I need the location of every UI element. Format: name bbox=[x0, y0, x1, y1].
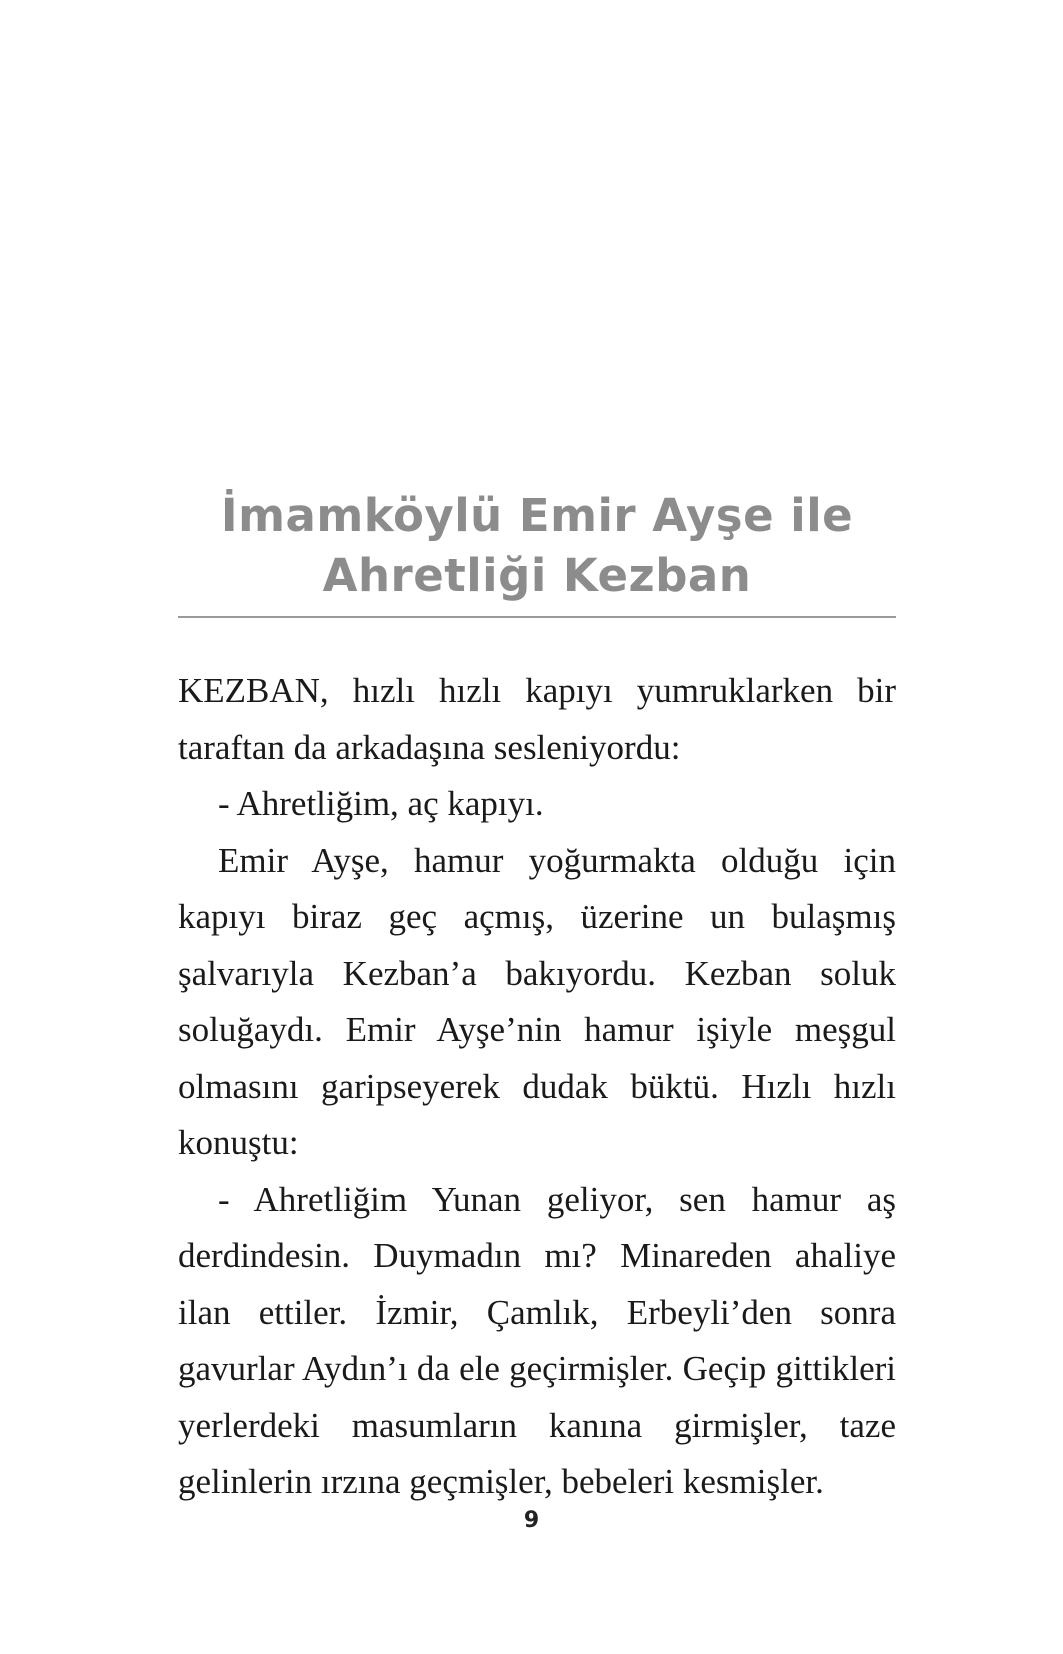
paragraph-dialogue: - Ahretliğim, aç kapıyı. bbox=[218, 784, 544, 823]
chapter-title bbox=[178, 486, 896, 606]
chapter-title-line-2: Ahretliği Kezban bbox=[322, 549, 752, 602]
page-number: 9 bbox=[523, 1508, 540, 1533]
chapter-body bbox=[178, 663, 896, 1511]
chapter-title-line-1: İmamköylü Emir Ayşe ile bbox=[220, 489, 854, 542]
paragraph-opening: KEZBAN, hızlı hızlı kapıyı yumruklarken bir taraftan da arkadaşına sesleniyordu: bbox=[178, 671, 896, 767]
paragraph-narration: Emir Ayşe, hamur yoğurmakta olduğu için kapıyı biraz geç açmış, üzerine un bulaşmış şalvarıyla Kezban’a bakıyordu. Kezban soluk soluğaydı. Emir Ayşe’nin hamur işiyle meşgul olmasını garipseyerek dudak büktü. Hızlı hızlı konuştu: bbox=[178, 840, 896, 1162]
title-divider bbox=[178, 616, 896, 618]
paragraph-dialogue: - Ahretliğim Yunan geliyor, sen hamur aş derdindesin. Duymadın mı? Minareden ahaliye ilan ettiler. İzmir, Çamlık, Erbeyli’den sonra gavurlar Aydın’ı da ele geçirmişler. Geçip gittikleri yerlerdeki masumların kanına girmişler, taze gelinlerin ırzına geçmişler, bebeleri kesmişler. bbox=[178, 1179, 896, 1501]
